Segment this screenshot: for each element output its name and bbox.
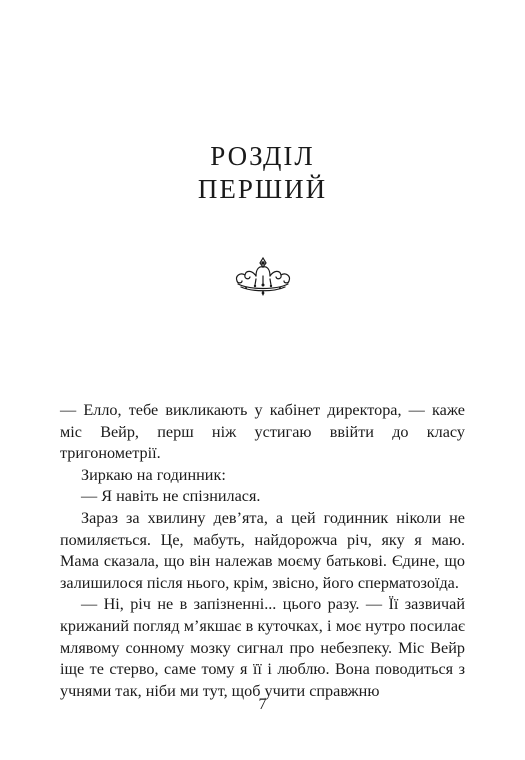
paragraph-3: — Я навіть не спізнилася. [81,487,261,506]
paragraph-5: — Ні, річ не в запізненні... цього разу. — Її зазвичай крижаний погляд м’якшає в куточках, і моє нутро посилає млявому сонному мозку сигнал про небезпеку. Міс Вейр іще те стерво, саме тому я її і люблю. Вона поводиться з учнями так, ніби ми тут, щоб учити справжню [60,595,465,700]
body-text [60,400,465,702]
paragraph-2: Зиркаю на годинник: [81,465,226,484]
paragraph-4: Зараз за хвилину дев’ята, а цей годинник ніколи не помиляється. Це, мабуть, найдорожча річ, яку я маю. Мама сказала, що він належав моєму батькові. Єдине, що залишилося після нього, крім, звісно, його сперматозоїда. [60,508,465,592]
tiara-icon [232,254,294,298]
chapter-title-line1: РОЗДІЛ [210,141,315,171]
paragraph-1: — Елло, тебе викликають у кабінет директора, — каже міс Вейр, перш ніж устигаю ввійти до класу тригонометрії. [60,401,465,463]
page-number: 7 [258,696,267,713]
chapter-title-line2: ПЕРШИЙ [197,174,328,204]
chapter-title [0,140,525,206]
